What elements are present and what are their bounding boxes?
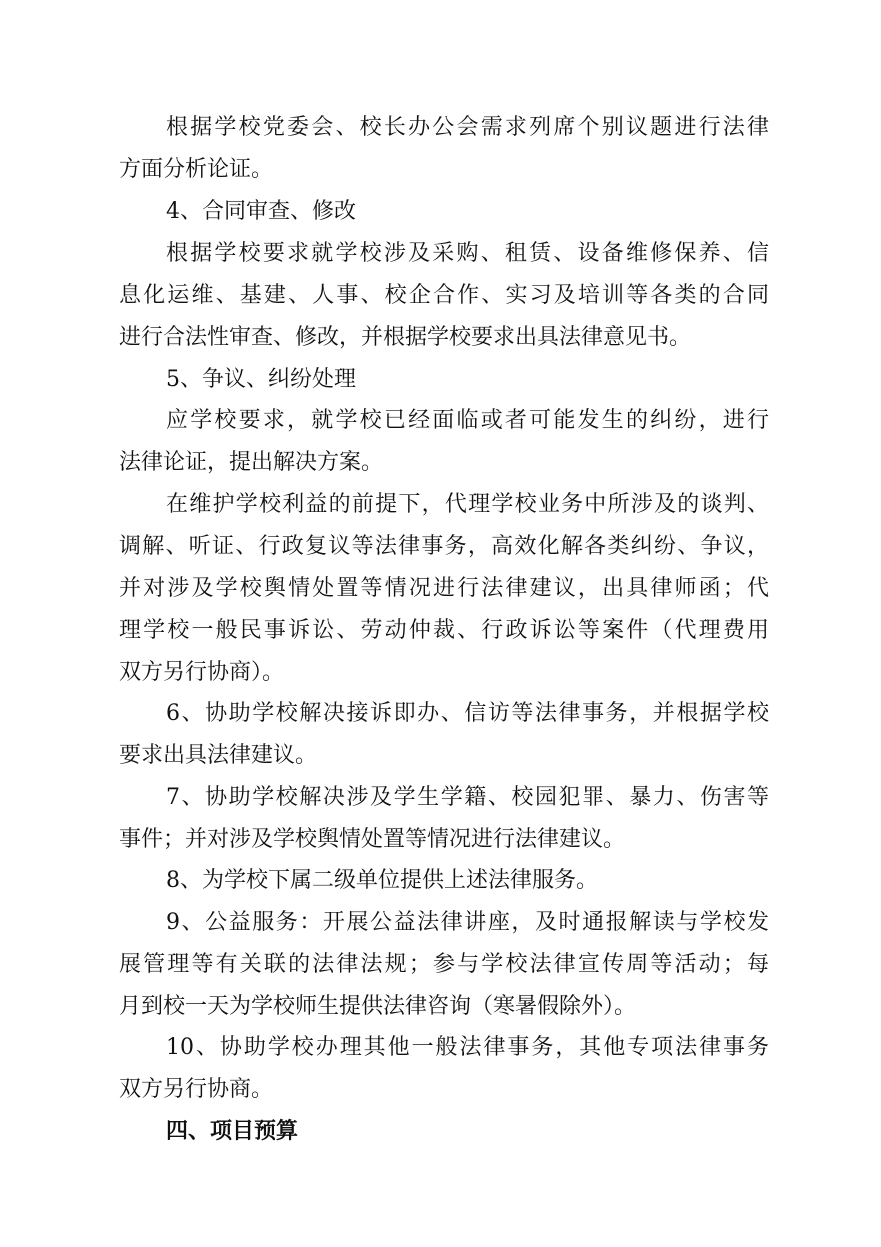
paragraph-line: 根据学校党委会、校长办公会需求列席个别议题进行法律	[166, 115, 769, 140]
list-item-7: 7、协助学校解决涉及学生学籍、校园犯罪、暴力、伤害等	[166, 785, 769, 810]
paragraph-line: 法律论证，提出解决方案。	[119, 450, 384, 475]
section-heading-4: 4、合同审查、修改	[166, 199, 356, 224]
section-title-budget: 四、项目预算	[166, 1119, 299, 1144]
paragraph-line: 在维护学校利益的前提下，代理学校业务中所涉及的谈判、	[166, 492, 769, 517]
paragraph-line: 息化运维、基建、人事、校企合作、实习及培训等各类的合同	[119, 283, 769, 308]
paragraph-line: 并对涉及学校舆情处置等情况进行法律建议，出具律师函；代	[119, 576, 769, 601]
list-item-8: 8、为学校下属二级单位提供上述法律服务。	[166, 868, 598, 893]
paragraph-line: 应学校要求，就学校已经面临或者可能发生的纠纷，进行	[166, 408, 769, 433]
paragraph-line: 双方另行协商。	[119, 1077, 274, 1102]
list-item-6: 6、协助学校解决接诉即办、信访等法律事务，并根据学校	[166, 701, 769, 726]
paragraph-line: 月到校一天为学校师生提供法律咨询（寒暑假除外）。	[119, 994, 637, 1019]
paragraph-line: 理学校一般民事诉讼、劳动仲裁、行政诉讼等案件（代理费用	[119, 618, 769, 643]
paragraph-line: 要求出具法律建议。	[119, 743, 318, 768]
paragraph-line: 调解、听证、行政复议等法律事务，高效化解各类纠纷、争议，	[119, 534, 769, 559]
paragraph-line: 根据学校要求就学校涉及采购、租赁、设备维修保养、信	[166, 241, 769, 266]
paragraph-line: 展管理等有关联的法律法规；参与学校法律宣传周等活动；每	[119, 952, 769, 977]
paragraph-line: 双方另行协商）。	[119, 660, 285, 685]
section-heading-5: 5、争议、纠纷处理	[166, 367, 356, 392]
list-item-10: 10、协助学校办理其他一般法律事务，其他专项法律事务	[166, 1035, 769, 1060]
paragraph-line: 事件；并对涉及学校舆情处置等情况进行法律建议。	[119, 827, 626, 852]
paragraph-line: 方面分析论证。	[119, 157, 274, 182]
list-item-9: 9、公益服务：开展公益法律讲座，及时通报解读与学校发	[166, 910, 769, 935]
paragraph-line: 进行合法性审查、修改，并根据学校要求出具法律意见书。	[119, 325, 692, 350]
